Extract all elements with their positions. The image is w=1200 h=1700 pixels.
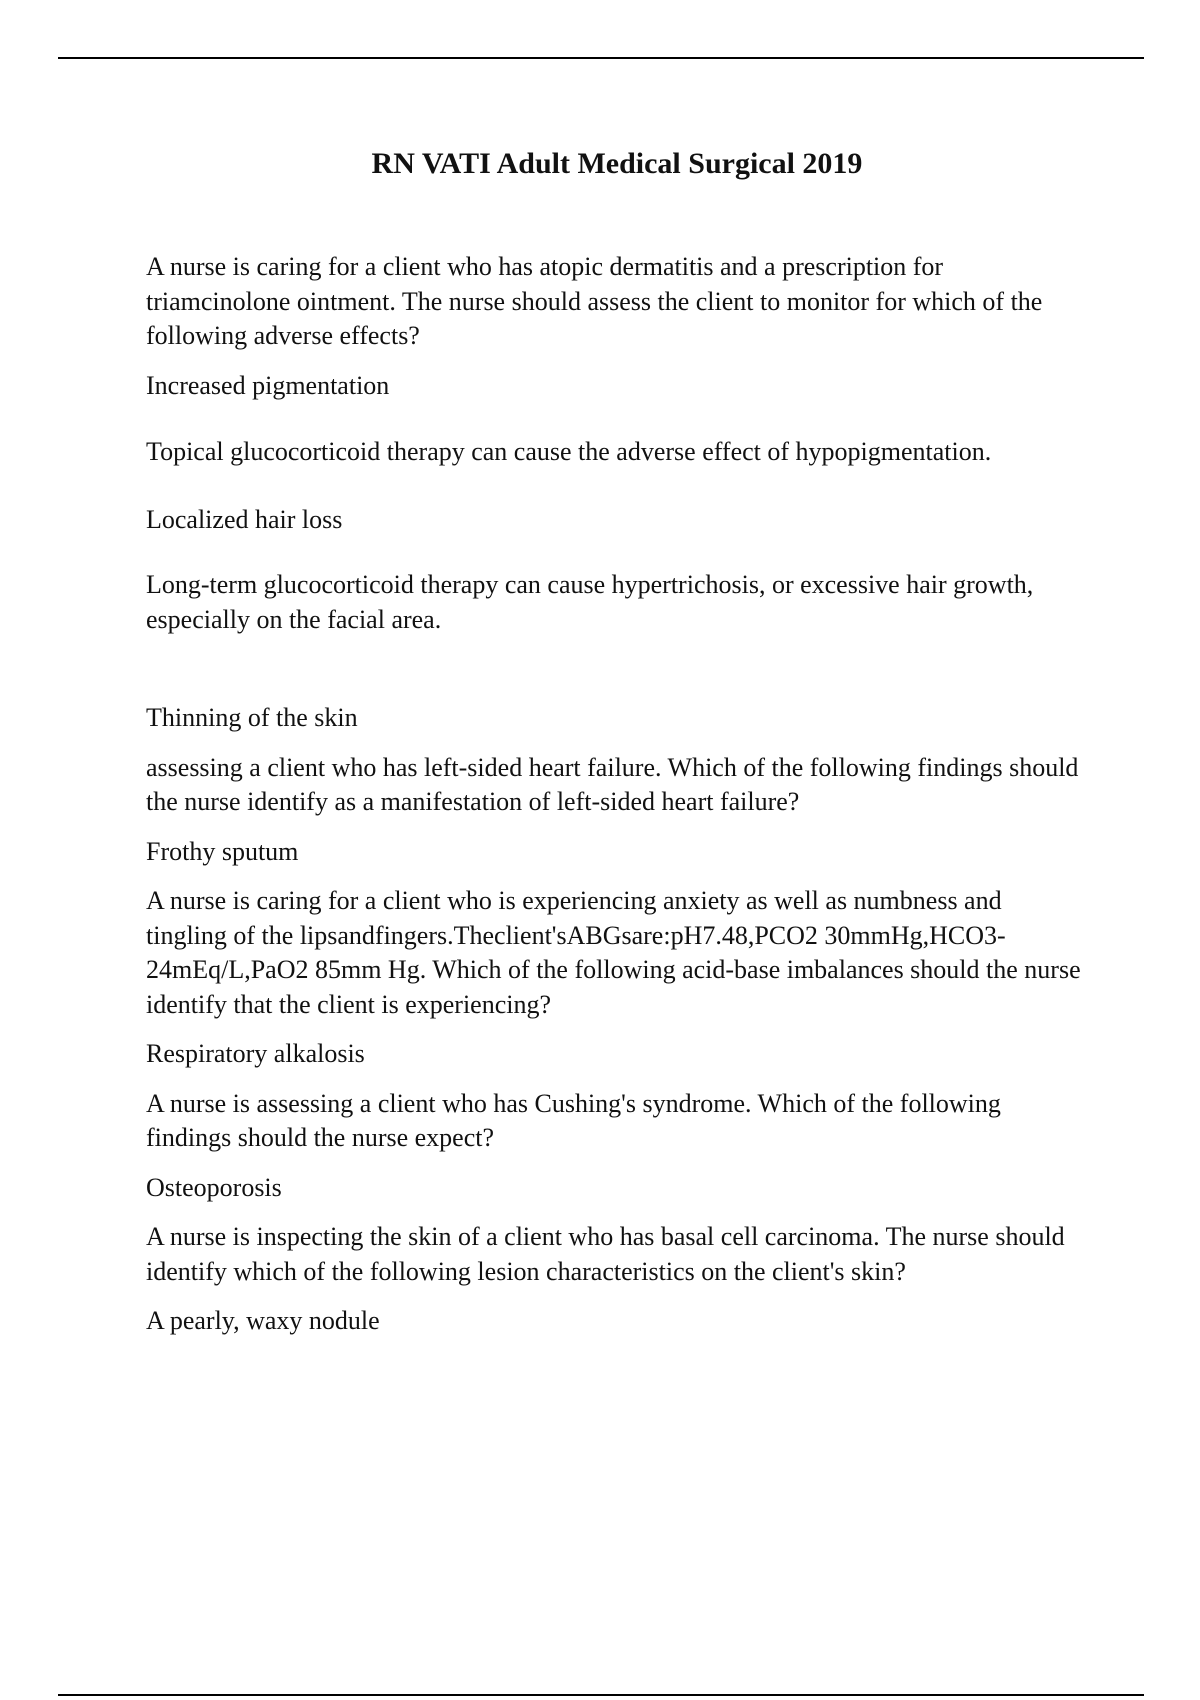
question-basal-cell: A nurse is inspecting the skin of a client who has basal cell carcinoma. The nurse should identify which of the following lesion characteristics on the client's skin?	[146, 1222, 1065, 1286]
question-acid-base: A nurse is caring for a client who is experiencing anxiety as well as numbness and tingling of the lipsandfingers.Theclient'sABGsare:pH7.48,PCO2 30mmHg,HCO3- 24mEq/L,PaO2 85mm Hg. Which of the following acid-base imbalances should the nurse identify that the client is experiencing?	[146, 886, 1081, 1019]
answer-option: Increased pigmentation	[146, 370, 390, 400]
top-rule	[58, 57, 1144, 59]
document-body	[146, 250, 1086, 1339]
document-title: RN VATI Adult Medical Surgical 2019	[371, 147, 863, 180]
rationale-text: Long-term glucocorticoid therapy can cause hypertrichosis, or excessive hair growth, especially on the facial area.	[146, 570, 1034, 634]
question-atopic-dermatitis: A nurse is caring for a client who has atopic dermatitis and a prescription for triamcinolone ointment. The nurse should assess the client to monitor for which of the following adverse effects?	[146, 252, 1043, 350]
answer-option: Frothy sputum	[146, 836, 299, 866]
answer-option: Respiratory alkalosis	[146, 1039, 365, 1068]
answer-option: Thinning of the skin	[146, 703, 358, 732]
answer-option: A pearly, waxy nodule	[146, 1306, 380, 1335]
bottom-rule	[58, 1694, 1144, 1696]
rationale-text: Topical glucocorticoid therapy can cause the adverse effect of hypopigmentation.	[146, 437, 992, 466]
answer-option: Localized hair loss	[146, 504, 343, 534]
answer-option: Osteoporosis	[146, 1172, 282, 1202]
question-cushings: A nurse is assessing a client who has Cushing's syndrome. Which of the following findings should the nurse expect?	[146, 1088, 1001, 1152]
question-heart-failure: assessing a client who has left-sided heart failure. Which of the following findings should the nurse identify as a manifestation of left-sided heart failure?	[146, 752, 1079, 816]
